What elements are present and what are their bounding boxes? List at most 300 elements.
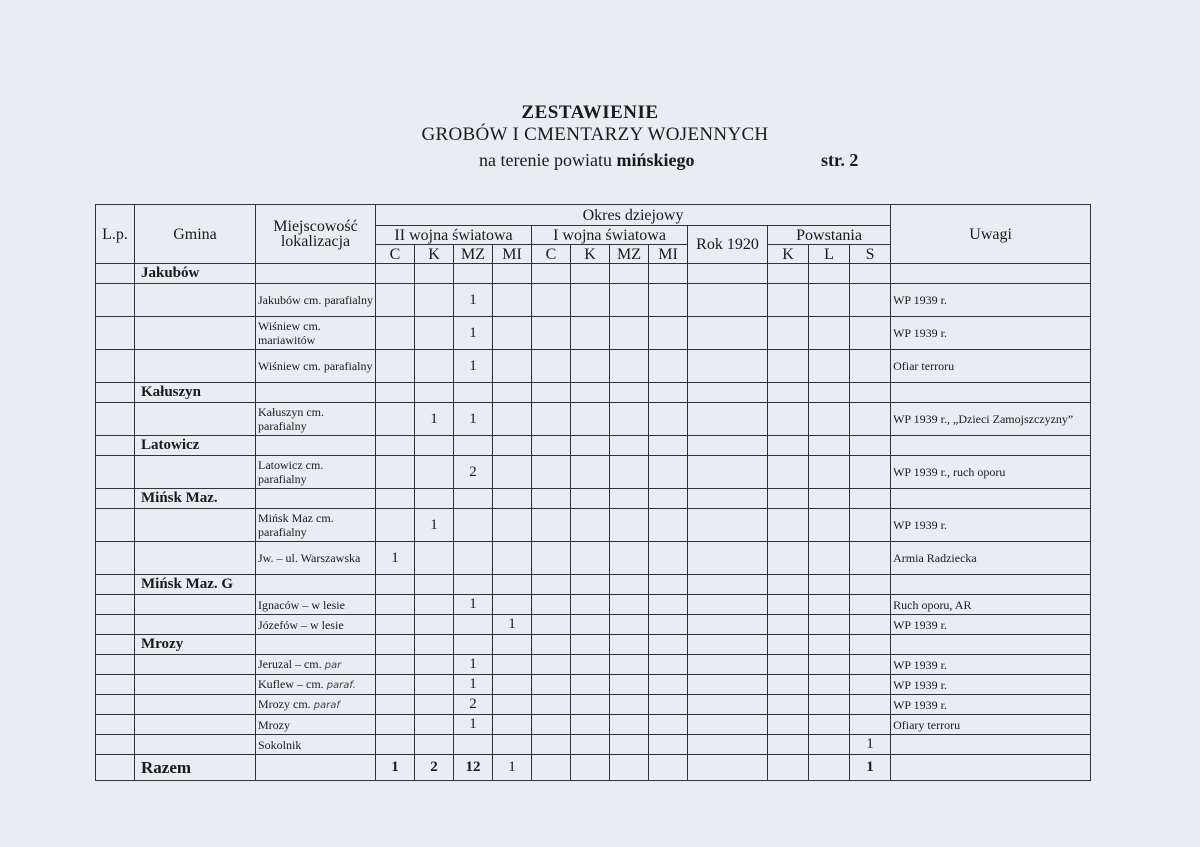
- count-ww2-mi: [493, 284, 532, 317]
- empty-cell: [891, 489, 1091, 509]
- handwritten-note: paraf.: [326, 679, 356, 691]
- count-ww2-c: [376, 403, 415, 436]
- empty-cell: [256, 383, 376, 403]
- empty-cell: [850, 436, 891, 456]
- count-powstania-s: [850, 675, 891, 695]
- ww1-cell: [532, 403, 571, 436]
- ww1-cell: [649, 675, 688, 695]
- gmina-name: Latowicz: [135, 436, 256, 456]
- empty-cell: [532, 436, 571, 456]
- count-ww2-mz: 1: [454, 403, 493, 436]
- remarks-cell: [891, 735, 1091, 755]
- remarks-cell: Ofiar terroru: [891, 350, 1091, 383]
- count-powstania-s: [850, 542, 891, 575]
- remarks-cell: WP 1939 r., ruch oporu: [891, 456, 1091, 489]
- count-ww2-k: [415, 615, 454, 635]
- lp-cell: [96, 755, 135, 781]
- header-ww2-mi: MI: [493, 245, 532, 264]
- powstania-l-cell: [809, 695, 850, 715]
- ww1-cell: [532, 509, 571, 542]
- ww1-cell: [610, 675, 649, 695]
- rok1920-cell: [688, 615, 768, 635]
- remarks-cell: WP 1939 r.: [891, 317, 1091, 350]
- header-powstania-l: L: [809, 245, 850, 264]
- empty-cell: [649, 489, 688, 509]
- remarks-cell: WP 1939 r.: [891, 655, 1091, 675]
- header-ww2: II wojna światowa: [376, 226, 532, 245]
- count-ww2-mi: [493, 715, 532, 735]
- header-ww1-c: C: [532, 245, 571, 264]
- ww1-cell: [532, 615, 571, 635]
- empty-cell: [649, 635, 688, 655]
- empty-cell: [768, 489, 809, 509]
- ww1-cell: [649, 655, 688, 675]
- remarks-cell: Armia Radziecka: [891, 542, 1091, 575]
- handwritten-note: paraf: [313, 699, 340, 711]
- table-body: [96, 264, 1091, 781]
- total-ww2-k: 2: [415, 755, 454, 781]
- count-powstania-s: [850, 350, 891, 383]
- gmina-name: Kałuszyn: [135, 383, 256, 403]
- powstania-l-cell: [809, 542, 850, 575]
- ww1-cell: [610, 595, 649, 615]
- count-ww2-mi: 1: [493, 615, 532, 635]
- empty-cell: [571, 755, 610, 781]
- count-ww2-k: [415, 675, 454, 695]
- remarks-cell: WP 1939 r.: [891, 695, 1091, 715]
- powstania-l-cell: [809, 284, 850, 317]
- empty-cell: [768, 635, 809, 655]
- rok1920-cell: [688, 675, 768, 695]
- empty-cell: [454, 489, 493, 509]
- ww1-cell: [571, 675, 610, 695]
- empty-cell: [415, 383, 454, 403]
- empty-cell: [376, 264, 415, 284]
- gmina-cell: [135, 456, 256, 489]
- lp-cell: [96, 715, 135, 735]
- powstania-l-cell: [809, 615, 850, 635]
- location-cell: [256, 595, 376, 615]
- gmina-name: Jakubów: [135, 264, 256, 284]
- empty-cell: [850, 575, 891, 595]
- empty-cell: [891, 383, 1091, 403]
- rok1920-cell: [688, 284, 768, 317]
- lp-cell: [96, 383, 135, 403]
- ww1-cell: [610, 735, 649, 755]
- ww1-cell: [649, 615, 688, 635]
- empty-cell: [850, 264, 891, 284]
- empty-cell: [649, 575, 688, 595]
- powstania-l-cell: [809, 655, 850, 675]
- lp-cell: [96, 456, 135, 489]
- ww1-cell: [610, 456, 649, 489]
- empty-cell: [610, 755, 649, 781]
- empty-cell: [809, 635, 850, 655]
- count-ww2-mi: [493, 735, 532, 755]
- gmina-name: Mińsk Maz.: [135, 489, 256, 509]
- count-ww2-k: [415, 350, 454, 383]
- empty-cell: [571, 383, 610, 403]
- rok1920-cell: [688, 317, 768, 350]
- ww1-cell: [532, 715, 571, 735]
- lp-cell: [96, 655, 135, 675]
- empty-cell: [532, 635, 571, 655]
- location-text: Wiśniew cm. mariawitów: [258, 319, 321, 347]
- ww1-cell: [610, 615, 649, 635]
- empty-cell: [891, 575, 1091, 595]
- location-text: Latowicz cm. parafialny: [258, 458, 324, 486]
- gmina-name: Mrozy: [135, 635, 256, 655]
- region-name: mińskiego: [616, 150, 695, 170]
- remarks-cell: WP 1939 r.: [891, 284, 1091, 317]
- ww1-cell: [532, 542, 571, 575]
- empty-cell: [493, 635, 532, 655]
- empty-cell: [610, 264, 649, 284]
- empty-cell: [768, 383, 809, 403]
- ww1-cell: [571, 509, 610, 542]
- count-ww2-c: [376, 735, 415, 755]
- lp-cell: [96, 735, 135, 755]
- empty-cell: [532, 755, 571, 781]
- gmina-cell: [135, 715, 256, 735]
- count-ww2-mz: 1: [454, 655, 493, 675]
- rok1920-cell: [688, 403, 768, 436]
- empty-cell: [454, 264, 493, 284]
- empty-cell: [493, 264, 532, 284]
- ww1-cell: [610, 695, 649, 715]
- gmina-cell: [135, 735, 256, 755]
- empty-cell: [532, 264, 571, 284]
- header-ww2-c: C: [376, 245, 415, 264]
- empty-cell: [768, 755, 809, 781]
- ww1-cell: [649, 509, 688, 542]
- empty-cell: [850, 383, 891, 403]
- empty-cell: [610, 383, 649, 403]
- region-prefix: na terenie powiatu: [479, 150, 617, 170]
- gmina-cell: [135, 284, 256, 317]
- empty-cell: [688, 383, 768, 403]
- empty-cell: [809, 436, 850, 456]
- table-row: [96, 735, 1091, 755]
- empty-cell: [809, 264, 850, 284]
- ww1-cell: [532, 284, 571, 317]
- ww1-cell: [571, 695, 610, 715]
- powstania-l-cell: [809, 350, 850, 383]
- empty-cell: [571, 436, 610, 456]
- powstania-k-cell: [768, 509, 809, 542]
- rok1920-cell: [688, 655, 768, 675]
- ww1-cell: [649, 695, 688, 715]
- gmina-cell: [135, 509, 256, 542]
- remarks-cell: Ruch oporu, AR: [891, 595, 1091, 615]
- empty-cell: [493, 383, 532, 403]
- empty-cell: [850, 489, 891, 509]
- location-cell: [256, 350, 376, 383]
- lp-cell: [96, 489, 135, 509]
- gmina-cell: [135, 675, 256, 695]
- rok1920-cell: [688, 735, 768, 755]
- powstania-k-cell: [768, 456, 809, 489]
- count-ww2-k: [415, 735, 454, 755]
- count-ww2-k: [415, 695, 454, 715]
- count-ww2-c: [376, 655, 415, 675]
- count-powstania-s: [850, 655, 891, 675]
- location-cell: [256, 542, 376, 575]
- location-cell: [256, 317, 376, 350]
- ww1-cell: [571, 655, 610, 675]
- lp-cell: [96, 436, 135, 456]
- ww1-cell: [649, 735, 688, 755]
- gmina-row: [96, 436, 1091, 456]
- location-text: Wiśniew cm. parafialny: [258, 359, 373, 373]
- header-okres: Okres dziejowy: [376, 205, 891, 226]
- location-text: Mrozy cm.: [258, 696, 311, 711]
- empty-cell: [610, 575, 649, 595]
- location-cell: [256, 735, 376, 755]
- empty-cell: [493, 575, 532, 595]
- document-header: [0, 102, 1200, 170]
- count-ww2-mi: [493, 509, 532, 542]
- powstania-k-cell: [768, 403, 809, 436]
- gmina-cell: [135, 595, 256, 615]
- empty-cell: [768, 436, 809, 456]
- ww1-cell: [571, 615, 610, 635]
- count-ww2-k: [415, 715, 454, 735]
- total-ww2-mi: 1: [493, 755, 532, 781]
- gmina-name: Mińsk Maz. G: [135, 575, 256, 595]
- location-text: Kuflew – cm.: [258, 676, 324, 691]
- header-miejscowosc: Miejscowość lokalizacja: [256, 205, 376, 264]
- header-ww1: I wojna światowa: [532, 226, 688, 245]
- count-ww2-k: [415, 655, 454, 675]
- count-powstania-s: [850, 284, 891, 317]
- gmina-cell: [135, 695, 256, 715]
- count-ww2-mi: [493, 350, 532, 383]
- empty-cell: [891, 635, 1091, 655]
- empty-cell: [376, 383, 415, 403]
- empty-cell: [376, 436, 415, 456]
- table-row: [96, 317, 1091, 350]
- location-cell: [256, 284, 376, 317]
- location-cell: [256, 675, 376, 695]
- header-ww1-mz: MZ: [610, 245, 649, 264]
- header-ww2-mz: MZ: [454, 245, 493, 264]
- empty-cell: [688, 635, 768, 655]
- empty-cell: [493, 436, 532, 456]
- rok1920-cell: [688, 456, 768, 489]
- header-lp: L.p.: [96, 205, 135, 264]
- location-cell: [256, 456, 376, 489]
- count-ww2-mz: 1: [454, 317, 493, 350]
- ww1-cell: [649, 284, 688, 317]
- lp-cell: [96, 264, 135, 284]
- count-ww2-mi: [493, 317, 532, 350]
- empty-cell: [571, 635, 610, 655]
- lp-cell: [96, 403, 135, 436]
- table-row: [96, 715, 1091, 735]
- count-powstania-s: [850, 456, 891, 489]
- count-powstania-s: [850, 615, 891, 635]
- ww1-cell: [571, 456, 610, 489]
- ww1-cell: [610, 542, 649, 575]
- empty-cell: [376, 489, 415, 509]
- count-ww2-c: [376, 350, 415, 383]
- ww1-cell: [571, 284, 610, 317]
- ww1-cell: [571, 542, 610, 575]
- table-row: [96, 350, 1091, 383]
- count-ww2-c: [376, 456, 415, 489]
- empty-cell: [454, 575, 493, 595]
- lp-cell: [96, 635, 135, 655]
- gmina-cell: [135, 655, 256, 675]
- ww1-cell: [649, 595, 688, 615]
- ww1-cell: [649, 317, 688, 350]
- count-ww2-k: [415, 284, 454, 317]
- ww1-cell: [571, 350, 610, 383]
- location-text: Mrozy: [258, 717, 290, 732]
- document-title: ZESTAWIENIE: [521, 102, 659, 123]
- count-ww2-mz: 2: [454, 695, 493, 715]
- remarks-cell: WP 1939 r.: [891, 509, 1091, 542]
- ww1-cell: [649, 403, 688, 436]
- empty-cell: [688, 489, 768, 509]
- lp-cell: [96, 675, 135, 695]
- rok1920-cell: [688, 509, 768, 542]
- count-ww2-c: [376, 675, 415, 695]
- document-subtitle: GROBÓW I CMENTARZY WOJENNYCH: [421, 124, 769, 145]
- ww1-cell: [649, 542, 688, 575]
- location-cell: [256, 655, 376, 675]
- ww1-cell: [532, 317, 571, 350]
- lp-cell: [96, 284, 135, 317]
- location-cell: [256, 403, 376, 436]
- gmina-cell: [135, 317, 256, 350]
- powstania-l-cell: [809, 456, 850, 489]
- count-ww2-c: 1: [376, 542, 415, 575]
- location-cell: [256, 755, 376, 781]
- header-powstania: Powstania: [768, 226, 891, 245]
- ww1-cell: [532, 595, 571, 615]
- location-text: Józefów – w lesie: [258, 617, 344, 632]
- lp-cell: [96, 509, 135, 542]
- lp-cell: [96, 542, 135, 575]
- empty-cell: [649, 755, 688, 781]
- ww1-cell: [532, 655, 571, 675]
- location-text: Ignaców – w lesie: [258, 597, 345, 612]
- ww1-cell: [532, 350, 571, 383]
- lp-cell: [96, 317, 135, 350]
- lp-cell: [96, 350, 135, 383]
- empty-cell: [768, 575, 809, 595]
- empty-cell: [415, 575, 454, 595]
- gmina-row: [96, 264, 1091, 284]
- empty-cell: [610, 489, 649, 509]
- rok1920-cell: [688, 542, 768, 575]
- gmina-row: [96, 575, 1091, 595]
- header-powstania-k: K: [768, 245, 809, 264]
- count-powstania-s: [850, 595, 891, 615]
- empty-cell: [256, 436, 376, 456]
- table-row: [96, 615, 1091, 635]
- remarks-cell: WP 1939 r., „Dzieci Zamojszczyzny”: [891, 403, 1091, 436]
- powstania-k-cell: [768, 655, 809, 675]
- powstania-k-cell: [768, 542, 809, 575]
- empty-cell: [571, 489, 610, 509]
- count-ww2-k: [415, 542, 454, 575]
- empty-cell: [256, 635, 376, 655]
- powstania-l-cell: [809, 595, 850, 615]
- header-ww2-k: K: [415, 245, 454, 264]
- empty-cell: [571, 575, 610, 595]
- powstania-l-cell: [809, 509, 850, 542]
- count-ww2-k: 1: [415, 403, 454, 436]
- count-ww2-mi: [493, 695, 532, 715]
- ww1-cell: [571, 595, 610, 615]
- gmina-cell: [135, 615, 256, 635]
- empty-cell: [454, 635, 493, 655]
- empty-cell: [415, 489, 454, 509]
- gmina-row: [96, 489, 1091, 509]
- empty-cell: [415, 436, 454, 456]
- header-ww1-mi: MI: [649, 245, 688, 264]
- count-ww2-c: [376, 695, 415, 715]
- total-row: [96, 755, 1091, 781]
- lp-cell: [96, 575, 135, 595]
- count-ww2-mi: [493, 655, 532, 675]
- empty-cell: [688, 264, 768, 284]
- ww1-cell: [610, 317, 649, 350]
- powstania-k-cell: [768, 350, 809, 383]
- count-ww2-mz: [454, 542, 493, 575]
- count-ww2-mi: [493, 403, 532, 436]
- powstania-l-cell: [809, 675, 850, 695]
- ww1-cell: [610, 715, 649, 735]
- ww1-cell: [649, 456, 688, 489]
- powstania-k-cell: [768, 595, 809, 615]
- gmina-row: [96, 383, 1091, 403]
- table-row: [96, 509, 1091, 542]
- lp-cell: [96, 695, 135, 715]
- header-gmina: Gmina: [135, 205, 256, 264]
- location-text: Jakubów cm. parafialny: [258, 293, 373, 307]
- handwritten-note: par: [324, 659, 342, 671]
- powstania-l-cell: [809, 735, 850, 755]
- empty-cell: [809, 383, 850, 403]
- empty-cell: [610, 436, 649, 456]
- location-cell: [256, 615, 376, 635]
- ww1-cell: [571, 715, 610, 735]
- empty-cell: [688, 755, 768, 781]
- remarks-cell: Ofiary terroru: [891, 715, 1091, 735]
- powstania-k-cell: [768, 735, 809, 755]
- powstania-k-cell: [768, 284, 809, 317]
- table-row: [96, 695, 1091, 715]
- gmina-row: [96, 635, 1091, 655]
- empty-cell: [850, 635, 891, 655]
- total-ww2-mz: 12: [454, 755, 493, 781]
- lp-cell: [96, 615, 135, 635]
- remarks-cell: WP 1939 r.: [891, 615, 1091, 635]
- empty-cell: [891, 264, 1091, 284]
- empty-cell: [809, 755, 850, 781]
- count-ww2-mz: [454, 615, 493, 635]
- location-text: Jw. – ul. Warszawska: [258, 551, 361, 565]
- powstania-k-cell: [768, 615, 809, 635]
- location-text: Sokolnik: [258, 737, 302, 752]
- empty-cell: [688, 436, 768, 456]
- total-powstania-s: 1: [850, 755, 891, 781]
- table-row: [96, 284, 1091, 317]
